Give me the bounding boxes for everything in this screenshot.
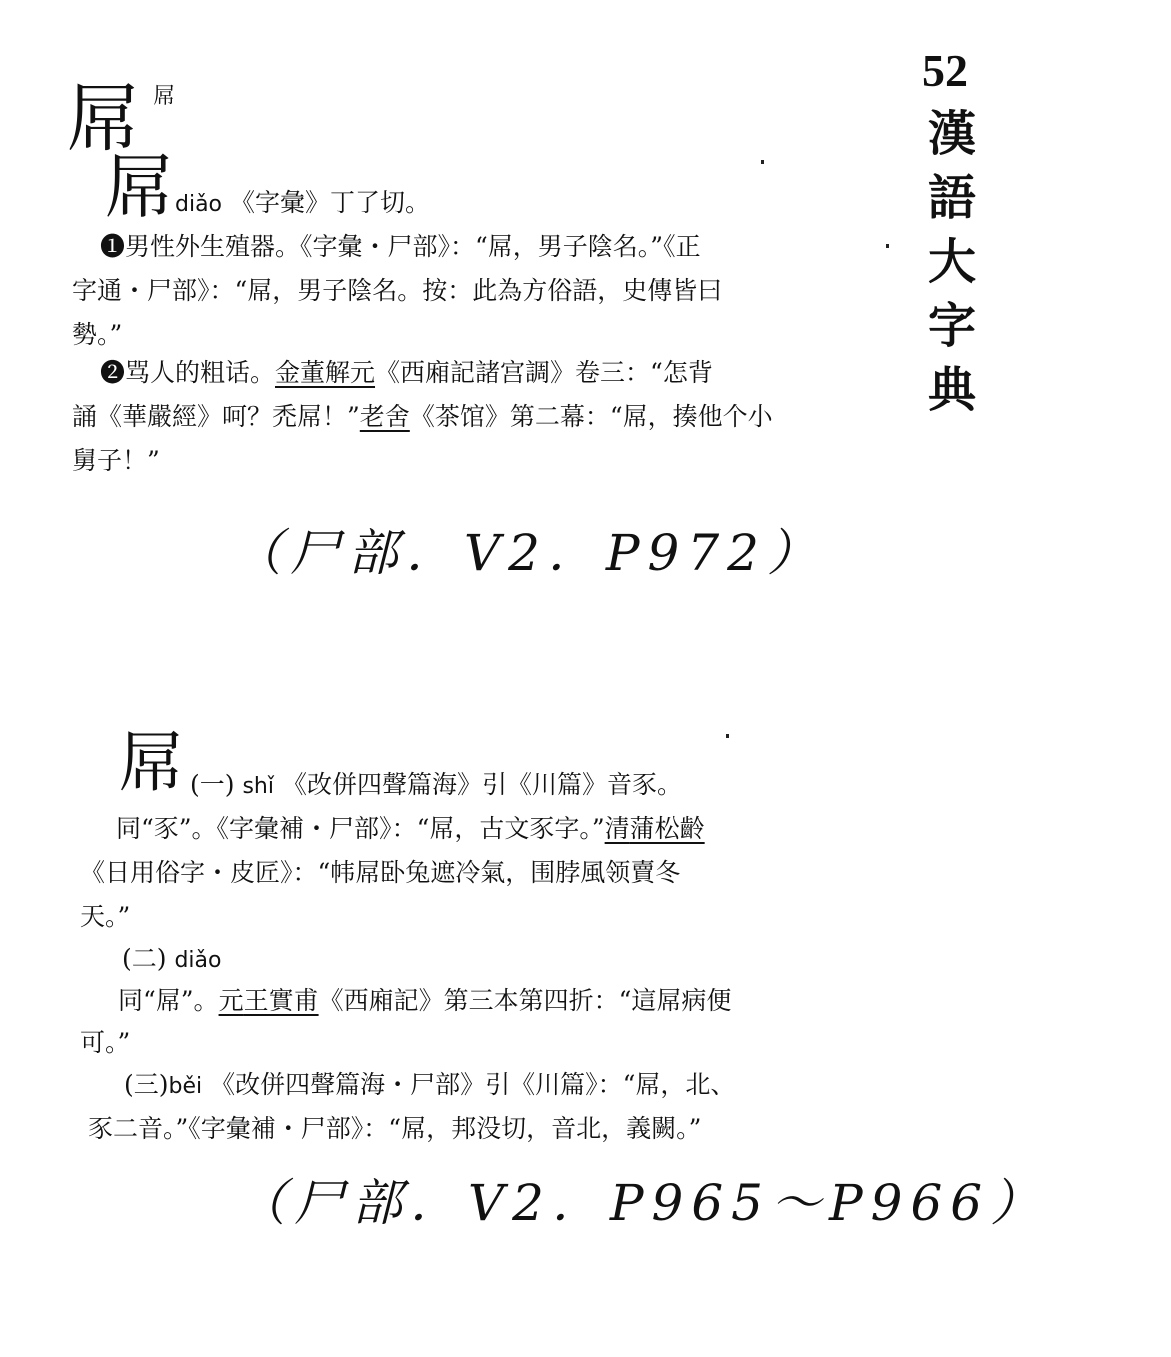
entry1-sense2-text: 《茶馆》第二幕：“屌，揍他个小 <box>409 402 773 431</box>
book-title-char: 典 <box>927 362 976 418</box>
entry1-headword: 屌 <box>66 76 140 162</box>
entry1-pinyin: diǎo <box>175 192 223 217</box>
entry2-pron3-label: (三) <box>124 1070 169 1099</box>
entry2-handwritten-note: （尸部．V2．P965～P966） <box>236 1174 1049 1232</box>
entry2-pron1-label: (一) <box>190 770 235 799</box>
entry2-line: 《日用俗字・皮匠》：“帏屌卧兔遮冷氣，围脖風领賣冬 <box>80 858 681 887</box>
book-title-char: 大 <box>927 234 976 290</box>
entry2-pron2-pinyin: diǎo <box>174 948 222 973</box>
entry2-text: 同“屌”。 <box>118 986 219 1015</box>
entry2-text: 《西廂記》第三本第四折：“這屌病便 <box>318 986 732 1015</box>
entry2-line <box>124 1072 735 1098</box>
entry1-line <box>100 360 713 385</box>
entry1-headword-small: 屌 <box>153 84 176 109</box>
entry2-headword: 屌 <box>118 724 184 801</box>
entry1-line: 勢。” <box>72 320 123 349</box>
book-title-char: 字 <box>927 298 976 354</box>
entry2-pron1-source: 《改併四聲篇海》引《川篇》音豕。 <box>281 770 682 799</box>
entry2-person-name: 元 <box>218 986 244 1015</box>
entry1-pron-source: 《字彙》丁了切。 <box>229 188 430 217</box>
entry2-pronunciation <box>190 772 682 798</box>
entry2-line: 豕二音。”《字彙補・尸部》：“屌，邦没切，音北，義闕。” <box>88 1114 702 1143</box>
book-title-char: 漢 <box>927 106 976 162</box>
scan-speck <box>886 244 889 248</box>
page-number: 52 <box>922 45 968 96</box>
scan-speck <box>761 160 764 164</box>
entry2-line: 天。” <box>80 902 131 931</box>
entry2-pron2 <box>122 946 222 972</box>
entry2-text: 同“豕”。《字彙補・尸部》：“屌，古文豕字。” <box>116 814 605 843</box>
entry1-handwritten-note: （尸部．V2．P972） <box>232 524 825 582</box>
entry2-text: 《改併四聲篇海・尸部》引《川篇》：“屌，北、 <box>210 1070 736 1099</box>
entry2-person-name: 清 <box>604 814 630 843</box>
entry1-person-name: 老舍 <box>359 402 410 431</box>
entry2-line <box>118 988 731 1013</box>
entry1-sense2-text: ❷骂人的粗话。 <box>100 358 276 387</box>
scan-speck <box>726 734 729 738</box>
entry1-line: 舅子！” <box>72 446 160 475</box>
entry2-line: 可。” <box>80 1028 131 1057</box>
entry1-line: 字通・尸部》：“屌，男子陰名。按：此為方俗語，史傳皆曰 <box>72 276 723 305</box>
entry2-person-name: 王實甫 <box>243 986 319 1015</box>
book-title-char: 語 <box>927 170 976 226</box>
entry1-line: ❶男性外生殖器。《字彙・尸部》：“屌，男子陰名。”《正 <box>100 232 701 261</box>
entry2-pron2-label: (二) <box>122 944 167 973</box>
book-title <box>922 102 982 422</box>
entry2-pron1-pinyin: shǐ <box>242 774 274 799</box>
entry1-headword-variant: 屌 <box>104 146 174 228</box>
entry1-sense2-text: 《西廂記諸宫調》卷三：“怎背 <box>375 358 713 387</box>
entry2-line <box>116 816 705 841</box>
entry1-person-name: 金董解元 <box>275 358 376 387</box>
entry1-line <box>72 404 773 429</box>
entry1-sense2-text: 誦《華嚴經》呵？禿屌！” <box>72 402 360 431</box>
entry1-pronunciation <box>175 190 430 216</box>
entry2-pron3-pinyin: běi <box>168 1074 203 1099</box>
entry2-person-name: 蒲松齡 <box>629 814 705 843</box>
